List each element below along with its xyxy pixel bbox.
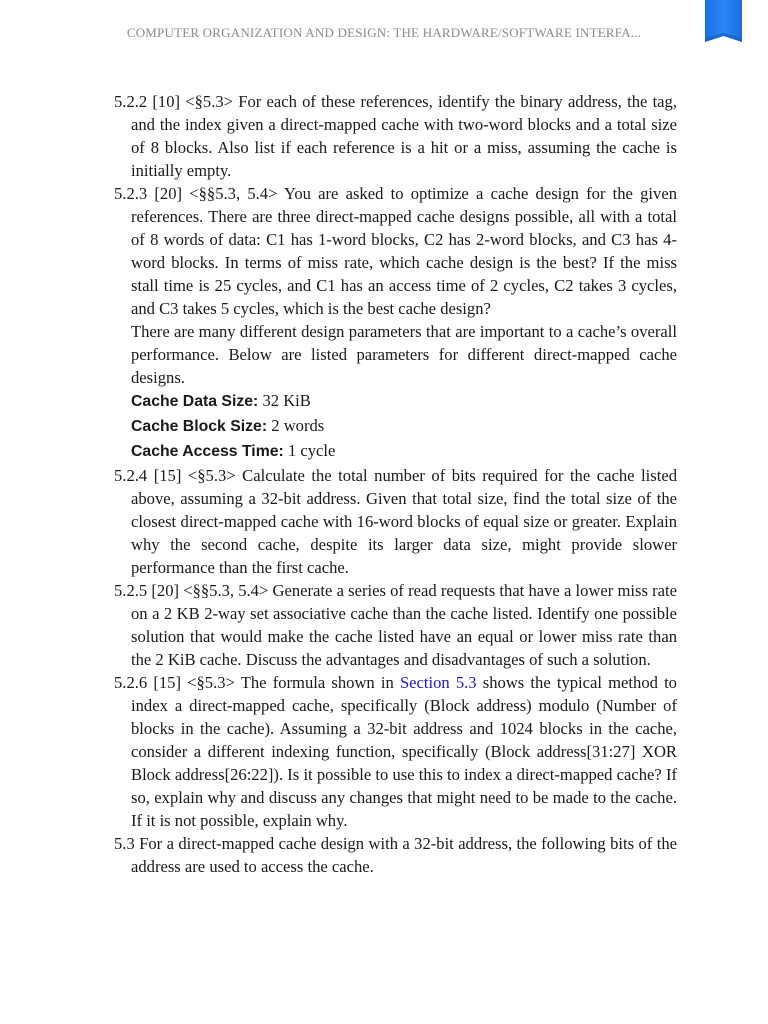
exercise-5-2-2: 5.2.2 [10] <§5.3> For each of these references, identify the binary address, the tag, and the index given a direct-mapped cache with two-word blocks and a total size of 8 blocks. Also list if each reference is a hit or a miss, assuming the cache is initially empty. — [114, 92, 677, 180]
running-header: COMPUTER ORGANIZATION AND DESIGN: THE HARDWARE/SOFTWARE INTERFA... — [126, 25, 642, 40]
exercise-5-2-6 — [114, 671, 677, 832]
param-value: 2 words — [267, 416, 325, 435]
bookmark-button[interactable] — [705, 0, 742, 42]
section-5-3-link[interactable]: Section 5.3 — [399, 673, 477, 692]
exercise-5-2-5: 5.2.5 [20] <§§5.3, 5.4> Generate a series of read requests that have a lower miss rate on a 2 KB 2-way set associative cache than the cache listed. Identify one possible solution that would make the cache listed have an equal or lower miss rate than the 2 KiB cache. Discuss the advantages and disadvantages of such a solution. — [114, 581, 677, 669]
page-content — [114, 90, 677, 878]
param-value: 32 KiB — [258, 391, 311, 410]
param-value: 1 cycle — [283, 441, 336, 460]
exercise-5-2-3: 5.2.3 [20] <§§5.3, 5.4> You are asked to optimize a cache design for the given references. There are three direct-mapped cache designs possible, all with a total of 8 words of data: C1 has 1-word blocks, C2 has 2-word blocks, and C3 has 4-word blocks. In terms of miss rate, which cache design is the best? If the miss stall time is 25 cycles, and C1 has an access time of 2 cycles, C2 takes 3 cycles, and C3 takes 5 cycles, which is the best cache design? — [114, 184, 677, 318]
param-cache-block-size — [114, 414, 677, 439]
exercise-5-2-4: 5.2.4 [15] <§5.3> Calculate the total number of bits required for the cache listed above, assuming a 32-bit address. Given that total size, find the total size of the closest direct-mapped cache with 16-word blocks of equal size or greater. Explain why the second cache, despite its larger data size, might provide slower performance than the first cache. — [114, 466, 677, 577]
param-cache-access-time — [114, 439, 677, 464]
bookmark-icon — [705, 0, 742, 42]
exercise-text: shows the typical method to index a direct-mapped cache, specifically (Block address) modulo (Number of blocks in the cache). Assuming a 32-bit address and 1024 blocks in the cache, consider a different indexing function, specifically (Block address[31:27] XOR Block address[26:22]). Is it possible to use this to index a direct-mapped cache? If so, explain why and discuss any changes that might need to be made to the cache. If it is not possible, explain why. — [131, 673, 677, 830]
param-label: Cache Block Size: — [131, 418, 268, 435]
exercise-text: 5.2.6 [15] <§5.3> The formula shown in — [114, 673, 400, 692]
parameters-intro: There are many different design parameters that are important to a cache’s overall performance. Below are listed parameters for different direct-mapped cache designs. — [131, 322, 677, 387]
exercise-5-3: 5.3 For a direct-mapped cache design with a 32-bit address, the following bits of the address are used to access the cache. — [114, 834, 677, 876]
param-label: Cache Data Size: — [131, 393, 259, 410]
param-cache-data-size — [114, 389, 677, 414]
param-label: Cache Access Time: — [131, 443, 284, 460]
